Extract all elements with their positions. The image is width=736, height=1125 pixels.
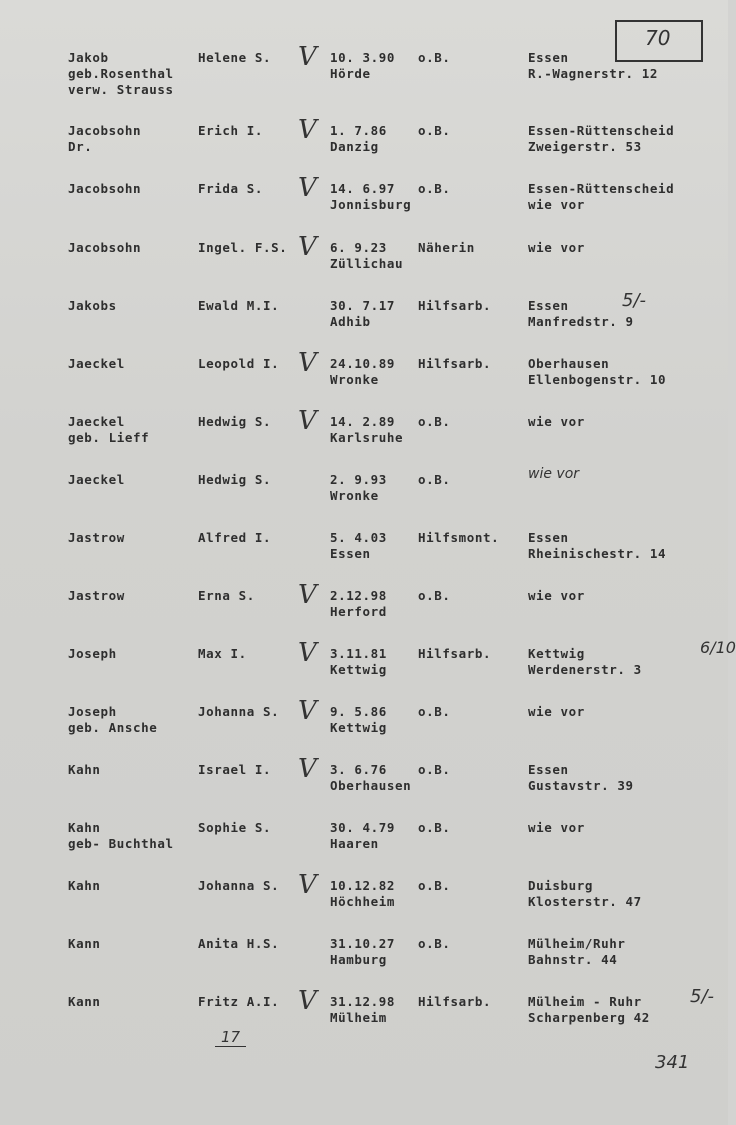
handwritten-note: 5/- (690, 986, 715, 1007)
entry-birth-date: 14. 6.97 (330, 181, 396, 196)
entry-birth-date: 2.12.98 (330, 588, 387, 603)
entry-given-name: Fritz A.I. (198, 994, 280, 1009)
entry-surname: Kahn (68, 762, 101, 777)
entry-address: Mülheim - Ruhr (528, 994, 642, 1009)
entry-birthplace: Hörde (330, 66, 371, 81)
entry-birth-date: 10.12.82 (330, 878, 396, 893)
entry-occupation: o.B. (418, 181, 451, 196)
check-mark-icon: V (298, 580, 317, 610)
entry-address: Essen (528, 762, 569, 777)
entry-birthplace: Kettwig (330, 662, 387, 677)
entry-occupation: o.B. (418, 588, 451, 603)
entry-address: Manfredstr. 9 (528, 314, 634, 329)
entry-birthplace: Mülheim (330, 1010, 387, 1025)
entry-address: Klosterstr. 47 (528, 894, 642, 909)
check-mark-icon: V (298, 986, 317, 1016)
check-mark-icon: V (298, 754, 317, 784)
entry-address: Gustavstr. 39 (528, 778, 634, 793)
entry-birth-date: 6. 9.23 (330, 240, 387, 255)
entry-surname: geb. Lieff (68, 430, 150, 445)
check-mark-icon: V (298, 348, 317, 378)
entry-birthplace: Danzig (330, 139, 379, 154)
entry-surname: verw. Strauss (68, 82, 174, 97)
entry-occupation: Hilfsarb. (418, 646, 492, 661)
check-mark-icon: V (298, 406, 317, 436)
entry-given-name: Max I. (198, 646, 247, 661)
entry-surname: Kahn (68, 878, 101, 893)
entry-address: Oberhausen (528, 356, 610, 371)
entry-address: Essen-Rüttenscheid (528, 181, 675, 196)
check-mark-icon: V (298, 696, 317, 726)
entry-given-name: Johanna S. (198, 704, 280, 719)
entry-surname: geb. Ansche (68, 720, 158, 735)
entry-birth-date: 5. 4.03 (330, 530, 387, 545)
entry-address: Essen (528, 50, 569, 65)
entry-address: wie vor (528, 704, 585, 719)
entry-birthplace: Züllichau (330, 256, 404, 271)
entry-surname: Jastrow (68, 588, 125, 603)
entry-birth-date: 3. 6.76 (330, 762, 387, 777)
entry-given-name: Helene S. (198, 50, 272, 65)
entry-address: R.-Wagnerstr. 12 (528, 66, 659, 81)
entry-surname: Jakob (68, 50, 109, 65)
entry-given-name: Hedwig S. (198, 414, 272, 429)
entry-given-name: Alfred I. (198, 530, 272, 545)
check-mark-icon: V (298, 42, 317, 72)
page-number: 70 (645, 26, 671, 50)
entry-birthplace: Jonnisburg (330, 197, 412, 212)
entry-occupation: o.B. (418, 762, 451, 777)
entry-birth-date: 9. 5.86 (330, 704, 387, 719)
entry-address: Essen (528, 530, 569, 545)
entry-occupation: o.B. (418, 50, 451, 65)
entry-address: Kettwig (528, 646, 585, 661)
entry-surname: Jacobsohn (68, 181, 142, 196)
page-number-box (615, 20, 703, 62)
entry-birth-date: 2. 9.93 (330, 472, 387, 487)
footer-number: 341 (655, 1052, 690, 1073)
entry-occupation: Hilfsarb. (418, 356, 492, 371)
entry-birthplace: Haaren (330, 836, 379, 851)
entry-given-name: Erna S. (198, 588, 255, 603)
entry-birth-date: 31.10.27 (330, 936, 396, 951)
entry-birthplace: Essen (330, 546, 371, 561)
entry-given-name: Leopold I. (198, 356, 280, 371)
entry-given-name: Ewald M.I. (198, 298, 280, 313)
entry-occupation: o.B. (418, 936, 451, 951)
check-mark-icon: V (298, 173, 317, 203)
entry-surname: Kann (68, 936, 101, 951)
entry-address: Bahnstr. 44 (528, 952, 618, 967)
entry-address: wie vor (528, 240, 585, 255)
entry-surname: Kahn (68, 820, 101, 835)
entry-birthplace: Höchheim (330, 894, 396, 909)
check-mark-icon: V (298, 115, 317, 145)
entry-birthplace: Hamburg (330, 952, 387, 967)
entry-occupation: o.B. (418, 123, 451, 138)
entry-given-name: Frida S. (198, 181, 264, 196)
entry-birth-date: 3.11.81 (330, 646, 387, 661)
check-mark-icon: V (298, 638, 317, 668)
entry-occupation: o.B. (418, 472, 451, 487)
entry-given-name: Erich I. (198, 123, 264, 138)
entry-surname: Jaeckel (68, 356, 125, 371)
entry-address: Zweigerstr. 53 (528, 139, 642, 154)
entry-given-name: Hedwig S. (198, 472, 272, 487)
entry-birth-date: 14. 2.89 (330, 414, 396, 429)
entry-birthplace: Wronke (330, 488, 379, 503)
entry-address: wie vor (528, 197, 585, 212)
entry-given-name: Sophie S. (198, 820, 272, 835)
entry-occupation: Hilfsarb. (418, 994, 492, 1009)
entry-surname: Jacobsohn (68, 123, 142, 138)
entry-birth-date: 24.10.89 (330, 356, 396, 371)
bottom-note: 17 (215, 1028, 246, 1047)
entry-birthplace: Wronke (330, 372, 379, 387)
handwritten-note: wie vor (528, 466, 580, 482)
entry-address: Essen-Rüttenscheid (528, 123, 675, 138)
entry-given-name: Johanna S. (198, 878, 280, 893)
entry-address: wie vor (528, 820, 585, 835)
entry-birth-date: 1. 7.86 (330, 123, 387, 138)
entry-address: Duisburg (528, 878, 594, 893)
entry-occupation: Hilfsmont. (418, 530, 500, 545)
check-mark-icon: V (298, 232, 317, 262)
entry-surname: geb.Rosenthal (68, 66, 174, 81)
entry-surname: Jaeckel (68, 414, 125, 429)
entry-surname: Jaeckel (68, 472, 125, 487)
entry-birthplace: Herford (330, 604, 387, 619)
entry-occupation: o.B. (418, 414, 451, 429)
entry-birth-date: 31.12.98 (330, 994, 396, 1009)
entry-birthplace: Karlsruhe (330, 430, 404, 445)
entry-surname: Joseph (68, 704, 117, 719)
entry-birth-date: 30. 4.79 (330, 820, 396, 835)
entry-address: Rheinischestr. 14 (528, 546, 667, 561)
entry-occupation: o.B. (418, 820, 451, 835)
entry-occupation: o.B. (418, 704, 451, 719)
entry-occupation: o.B. (418, 878, 451, 893)
entry-address: wie vor (528, 588, 585, 603)
entry-surname: Dr. (68, 139, 93, 154)
entry-address: Essen (528, 298, 569, 313)
entry-address: Werdenerstr. 3 (528, 662, 642, 677)
entry-occupation: Hilfsarb. (418, 298, 492, 313)
entry-address: wie vor (528, 414, 585, 429)
entry-surname: geb- Buchthal (68, 836, 174, 851)
entry-birth-date: 10. 3.90 (330, 50, 396, 65)
entry-birth-date: 30. 7.17 (330, 298, 396, 313)
entry-given-name: Ingel. F.S. (198, 240, 288, 255)
entry-address: Mülheim/Ruhr (528, 936, 626, 951)
entry-surname: Jastrow (68, 530, 125, 545)
entry-surname: Kann (68, 994, 101, 1009)
check-mark-icon: V (298, 870, 317, 900)
handwritten-note: 6/10 (700, 638, 736, 657)
entry-birthplace: Oberhausen (330, 778, 412, 793)
entry-birthplace: Kettwig (330, 720, 387, 735)
entry-surname: Jakobs (68, 298, 117, 313)
entry-birthplace: Adhib (330, 314, 371, 329)
entry-given-name: Anita H.S. (198, 936, 280, 951)
entry-surname: Jacobsohn (68, 240, 142, 255)
entry-address: Scharpenberg 42 (528, 1010, 650, 1025)
entry-surname: Joseph (68, 646, 117, 661)
handwritten-note: 5/- (622, 290, 647, 311)
entry-occupation: Näherin (418, 240, 475, 255)
entry-given-name: Israel I. (198, 762, 272, 777)
entry-address: Ellenbogenstr. 10 (528, 372, 667, 387)
